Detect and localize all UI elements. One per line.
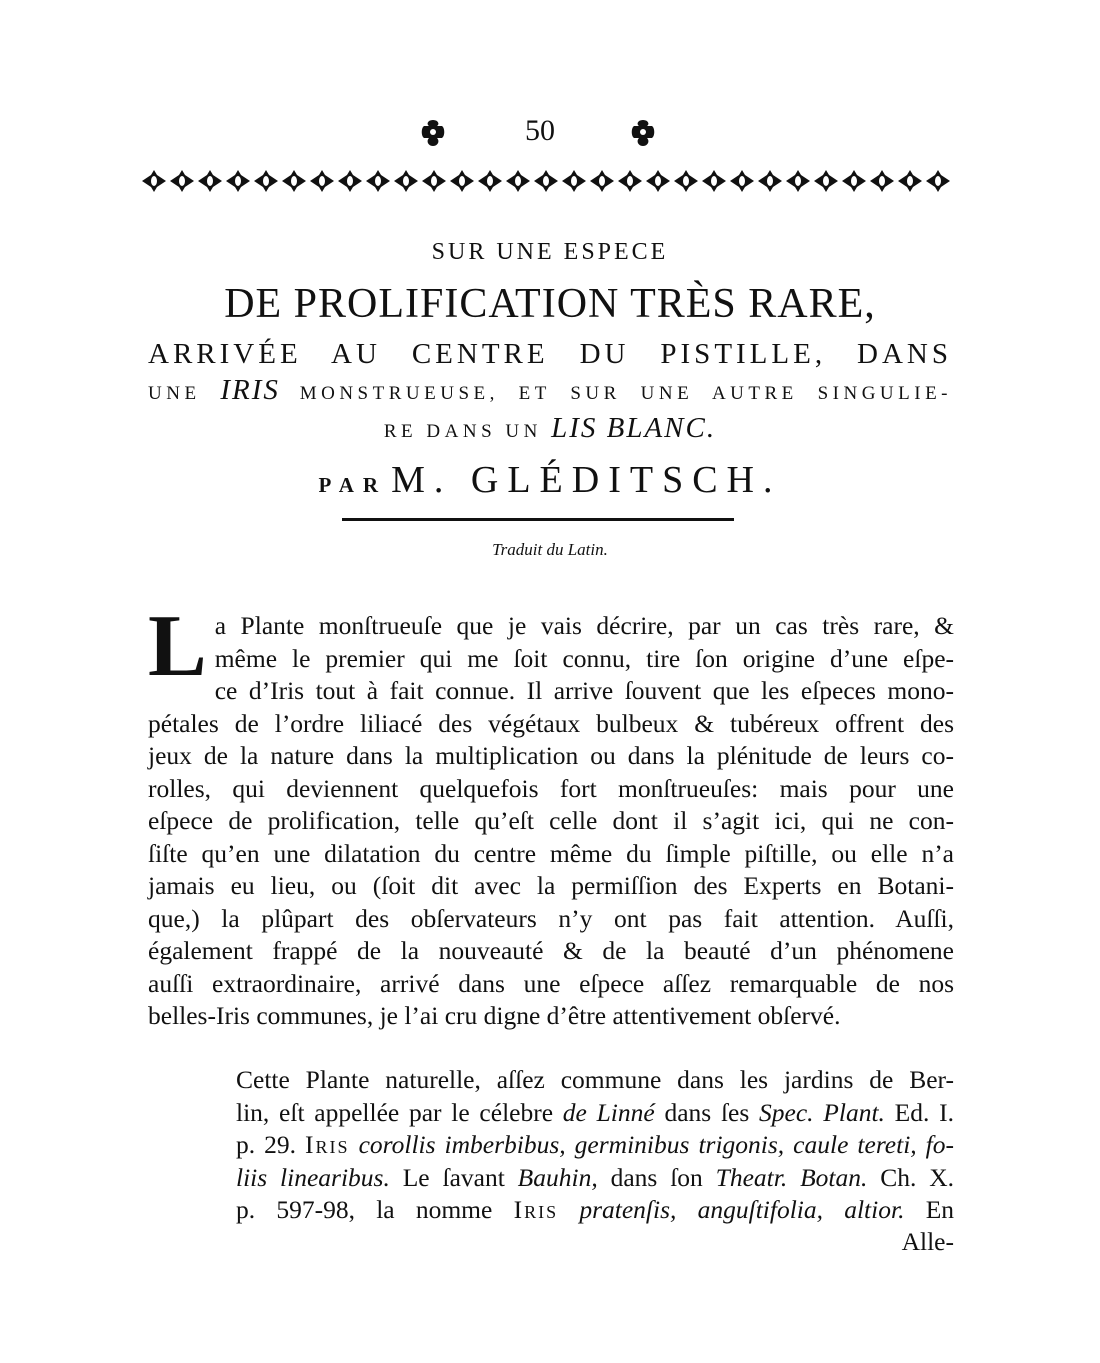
byline <box>140 455 960 513</box>
text-line: eſpece de prolification, telle qu’eſt celle dont il s’agit ici, qui ne con- <box>148 806 954 835</box>
byline-author: M. GLÉDITSCH. <box>391 459 782 501</box>
text-run: Ed. I. <box>894 1097 954 1127</box>
border-fleuron-icon <box>730 170 754 192</box>
border-fleuron-icon <box>926 170 950 192</box>
text-run: dans ſes <box>664 1097 750 1127</box>
text-line: rolles, qui deviennent quelquefois fort monſtrueuſes: mais pour une <box>148 773 954 803</box>
translation-note: Traduit du Latin. <box>492 540 608 559</box>
text-italic: pratenſis, anguſtifolia, altior. <box>579 1195 905 1224</box>
text-line: jeux de la nature dans la multiplication ou dans la plénitude de leurs co- <box>148 741 954 770</box>
border-fleuron-icon <box>758 170 782 192</box>
text-smallcaps: Iris <box>305 1130 350 1159</box>
title-rule <box>342 518 734 521</box>
text-line <box>148 1097 954 1130</box>
text-italic: corollis imberbibus, germinibus trigonis, caule tereti, fo- <box>358 1130 954 1159</box>
page-number: 50 <box>525 114 555 147</box>
text-italic: de Linné <box>562 1097 655 1127</box>
text-line: ce d’Iris tout à fait connue. Il arrive ſouvent que les eſpeces mono- <box>214 676 954 705</box>
title-line-3: ARRIVÉE AU CENTRE DU PISTILLE, DANS <box>148 338 952 370</box>
border-fleuron-icon <box>282 170 306 192</box>
text-run: p. 597-98, la nomme <box>236 1195 493 1224</box>
title-lis-blanc: LIS BLANC. <box>551 412 717 444</box>
text-run: En <box>925 1195 955 1224</box>
ornamental-border <box>140 167 952 195</box>
border-fleuron-icon <box>898 170 922 192</box>
border-fleuron-icon <box>618 170 642 192</box>
text-line: auſſi extraordinaire, arrivé dans une eſpece aſſez remarquable de nos <box>148 968 954 998</box>
border-fleuron-icon <box>142 170 166 192</box>
border-fleuron-icon <box>842 170 866 192</box>
border-fleuron-icon <box>254 170 278 192</box>
text-line <box>148 1162 954 1195</box>
border-fleuron-icon <box>366 170 390 192</box>
title-line-5 <box>140 411 960 449</box>
text-line: pétales de l’ordre liliacé des végétaux bulbeux & tubéreux offrent des <box>148 708 954 738</box>
fleuron-icon <box>630 118 656 148</box>
border-fleuron-icon <box>310 170 334 192</box>
border-fleuron-icon <box>814 170 838 192</box>
page-header <box>0 112 1100 152</box>
border-fleuron-icon <box>786 170 810 192</box>
text-line: Cette Plante naturelle, aſſez commune dans les jardins de Ber- <box>236 1065 954 1094</box>
border-fleuron-icon <box>478 170 502 192</box>
border-fleuron-icon <box>338 170 362 192</box>
text-line: jamais eu lieu, ou (ſoit dit avec la permiſſion des Experts en Botani- <box>148 871 954 900</box>
text-line: également frappé de la nouveauté & de la beauté d’un phénomene <box>148 936 954 965</box>
text-line: ſiſte qu’en une dilatation du centre même du ſimple piſtille, ou elle n’a <box>148 838 954 868</box>
text-run: dans ſon <box>610 1162 703 1192</box>
title-iris: IRIS <box>220 374 280 406</box>
byline-par: PAR <box>318 473 388 497</box>
border-fleuron-icon <box>646 170 670 192</box>
title-line-4-post: MONSTRUEUSE, ET SUR UNE AUTRE SINGULIE- <box>299 383 953 404</box>
border-fleuron-icon <box>702 170 726 192</box>
border-fleuron-icon <box>226 170 250 192</box>
fleuron-icon <box>420 118 446 148</box>
text-run: Ch. X. <box>880 1162 955 1192</box>
text-run: lin, eſt appellée par le célebre <box>236 1097 554 1127</box>
border-fleuron-icon <box>674 170 698 192</box>
title-line-1: SUR UNE ESPECE <box>431 239 669 265</box>
border-fleuron-icon <box>198 170 222 192</box>
border-fleuron-icon <box>590 170 614 192</box>
border-fleuron-icon <box>170 170 194 192</box>
title-main: DE PROLIFICATION TRÈS RARE, <box>224 281 876 327</box>
text-line: a Plante monſtrueuſe que je vais décrire, par un cas très rare, & <box>214 611 954 640</box>
title-line-4-pre: UNE <box>148 383 201 404</box>
text-run: Le ſavant <box>402 1162 505 1192</box>
border-fleuron-icon <box>394 170 418 192</box>
text-italic: Spec. Plant. <box>759 1097 885 1127</box>
text-italic: Bauhin, <box>517 1162 598 1192</box>
title-line-4 <box>140 373 960 411</box>
title-block <box>140 235 960 513</box>
border-fleuron-icon <box>422 170 446 192</box>
border-fleuron-icon <box>506 170 530 192</box>
text-smallcaps: Iris <box>513 1195 559 1224</box>
text-line <box>148 1129 954 1162</box>
paragraph-2 <box>148 1064 954 1227</box>
title-line-5-pre: RE DANS UN <box>383 421 542 442</box>
text-line: que,) la plûpart des obſervateurs n’y ont pas fait attention. Auſſi, <box>148 903 954 933</box>
drop-cap: L <box>148 598 207 695</box>
text-run: p. 29. <box>236 1130 297 1159</box>
text-line <box>148 1194 954 1227</box>
text-line: belles-Iris communes, je l’ai cru digne d’être attentivement obſervé. <box>148 1001 841 1030</box>
border-fleuron-icon <box>562 170 586 192</box>
catchword: Alle- <box>901 1227 954 1256</box>
paragraph-1 <box>148 598 954 1033</box>
text-italic: Theatr. Botan. <box>715 1162 868 1192</box>
border-fleuron-icon <box>450 170 474 192</box>
border-fleuron-icon <box>870 170 894 192</box>
text-line: même le premier qui me ſoit connu, tire ſon origine d’une eſpe- <box>214 643 954 673</box>
text-italic: liis linearibus. <box>236 1162 390 1192</box>
border-fleuron-icon <box>534 170 558 192</box>
